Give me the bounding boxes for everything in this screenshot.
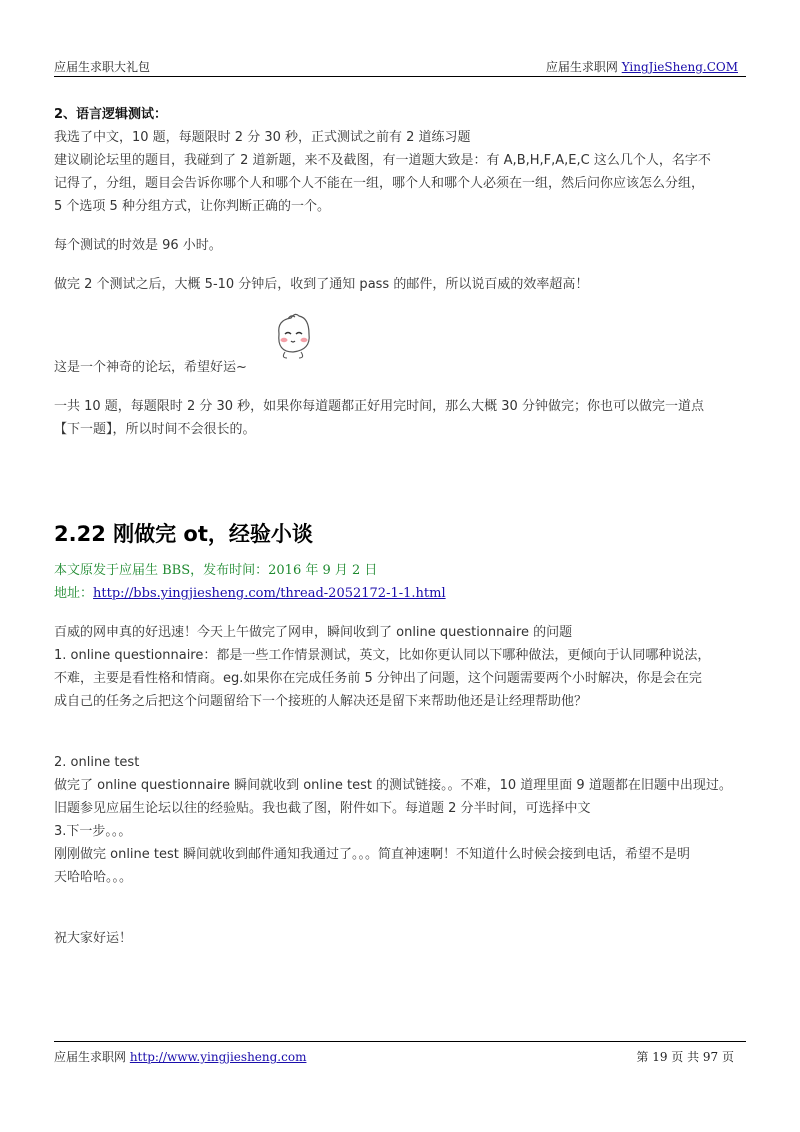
test-line: 3.下一步。。。	[54, 824, 132, 839]
paragraph-line: 建议刷论坛里的题目，我碰到了 2 道新题，来不及截图，有一道题大致是：有 A,B,H,F,A,E,C 这么几个人，名字不	[54, 153, 711, 168]
header-site-label: 应届生求职网	[545, 60, 622, 74]
test-line: 2. online test	[54, 755, 140, 770]
paragraph-line: 我选了中文，10 题，每题限时 2 分 30 秒，正式测试之前有 2 道练习题	[54, 130, 471, 145]
closing-wish: 祝大家好运！	[54, 931, 133, 946]
address-line	[54, 582, 754, 605]
body-line: 成自己的任务之后把这个问题留给下一个接班的人解决还是留下来帮助他还是让经理帮助他？	[54, 694, 588, 709]
validity-note: 每个测试的时效是 96 小时。	[54, 238, 222, 253]
footer-site-link[interactable]: http://www.yingjiesheng.com	[129, 1050, 307, 1064]
footer-site-label: 应届生求职网	[54, 1050, 130, 1064]
page-header	[54, 58, 746, 78]
time-note-line: 【下一题】，所以时间不会很长的。	[54, 422, 256, 437]
forum-wish-row	[54, 356, 754, 379]
test-line: 做完了 online questionnaire 瞬间就收到 online test 的测试链接。。不难，10 道理里面 9 道题都在旧题中出现过。	[54, 778, 732, 793]
footer-divider	[54, 1041, 746, 1042]
time-note-line: 一共 10 题，每题限时 2 分 30 秒，如果你每道题都正好用完时间，那么大概 30 分钟做完；你也可以做完一道点	[54, 399, 704, 414]
source-note: 本文原发于应届生 BBS，发布时间：2016 年 9 月 2 日	[54, 563, 378, 578]
header-divider	[54, 76, 746, 77]
test-line: 天哈哈哈。。。	[54, 870, 133, 885]
footer-site	[54, 1048, 306, 1065]
paragraph-line: 记得了，分组，题目会告诉你哪个人和哪个人不能在一组，哪个人和哪个人必须在一组，然后问你应该怎么分组，	[54, 176, 705, 191]
header-site-link[interactable]: YingJieSheng.COM	[621, 60, 738, 74]
page-number: 第 19 页 共 97 页	[636, 1050, 734, 1064]
section-title-logic-test: 2、语言逻辑测试：	[54, 107, 168, 122]
thread-link[interactable]: http://bbs.yingjiesheng.com/thread-2052172-1-1.html	[93, 586, 446, 601]
page-footer	[54, 1048, 746, 1066]
body-line: 1. online questionnaire：都是一些工作情景测试，英文，比如你更认同以下哪种做法，更倾向于认同哪种说法，	[54, 648, 711, 663]
smiley-face-icon	[271, 310, 315, 360]
header-title: 应届生求职大礼包	[54, 60, 151, 74]
page-content	[54, 103, 754, 950]
header-site	[546, 58, 738, 75]
forum-wish-text: 这是一个神奇的论坛，希望好运~	[54, 360, 247, 375]
body-line: 不难，主要是看性格和情商。eg.如果你在完成任务前 5 分钟出了问题，这个问题需要两个小时解决，你是会在完	[54, 671, 702, 686]
address-label: 地址：	[54, 586, 94, 601]
body-line: 百威的网申真的好迅速！今天上午做完了网申，瞬间收到了 online questionnaire 的问题	[54, 625, 573, 640]
pass-mail-note: 做完 2 个测试之后，大概 5-10 分钟后，收到了通知 pass 的邮件，所以说百威的效率超高！	[54, 277, 589, 292]
section-heading: 2.22 刚做完 ot，经验小谈	[54, 522, 313, 546]
paragraph-line: 5 个选项 5 种分组方式，让你判断正确的一个。	[54, 199, 330, 214]
test-line: 刚刚做完 online test 瞬间就收到邮件通知我通过了。。。简直神速啊！不知道什么时候会接到电话，希望不是明	[54, 847, 691, 862]
test-line: 旧题参见应届生论坛以往的经验贴。我也截了图，附件如下。每道题 2 分半时间，可选择中文	[54, 801, 591, 816]
